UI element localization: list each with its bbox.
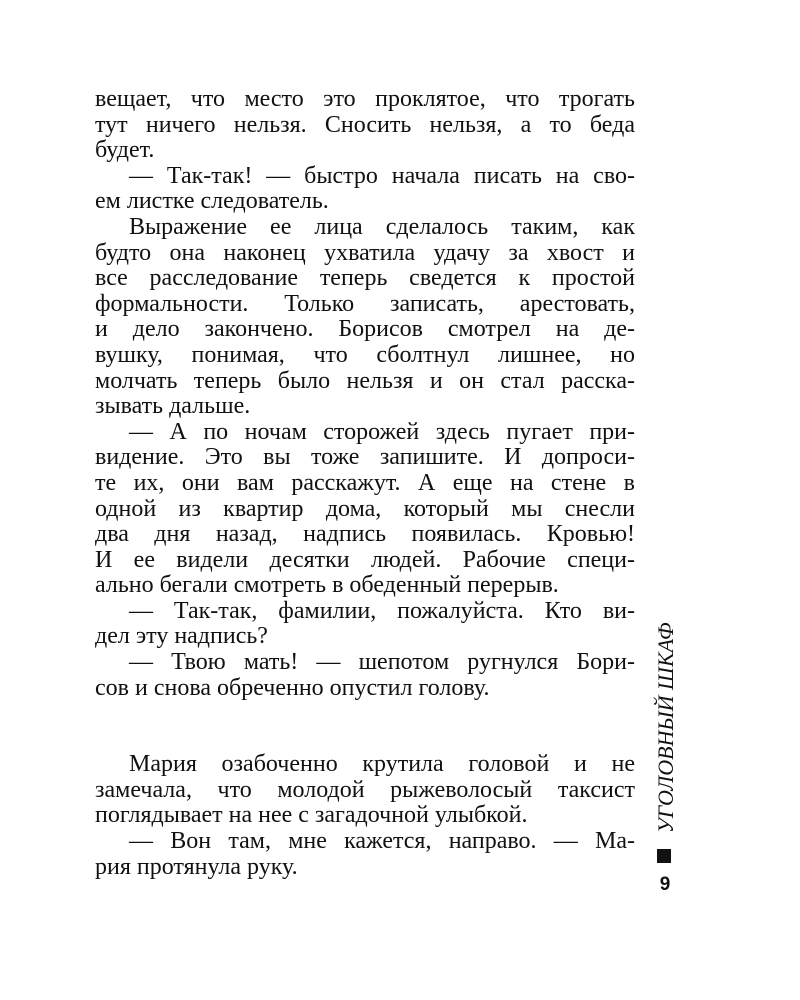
text-line: рия протянула руку. xyxy=(95,853,298,880)
text-line: вещает, что место это проклятое, что трогать xyxy=(95,86,635,112)
text-line: тут ничего нельзя. Сносить нельзя, а то беда xyxy=(95,111,635,138)
text-line: — А по ночам сторожей здесь пугает при- xyxy=(129,418,635,445)
text-line: — Так-так! — быстро начала писать на сво- xyxy=(129,162,635,189)
square-icon xyxy=(657,849,671,863)
text-line: зывать дальше. xyxy=(95,393,251,420)
running-head: УГОЛОВНЫЙ ШКАФ xyxy=(653,622,678,833)
text-line: И ее видели десятки людей. Рабочие специ- xyxy=(95,546,635,573)
text-line: будто она наконец ухватила удачу за хвост и xyxy=(95,239,635,266)
text-line: одной из квартир дома, который мы снесли xyxy=(95,495,635,522)
page-number: 9 xyxy=(659,874,671,895)
text-line: те их, они вам расскажут. А еще на стене в xyxy=(95,469,635,496)
body-text xyxy=(95,87,635,880)
text-line: сов и снова обреченно опустил голову. xyxy=(95,674,490,701)
text-line: поглядывает на нее с загадочной улыбкой. xyxy=(95,802,528,829)
text-line: формальности. Только записать, арестовать, xyxy=(95,290,635,317)
text-line: — Так-так, фамилии, пожалуйста. Кто ви- xyxy=(129,597,635,624)
text-line: — Твою мать! — шепотом ругнулся Бори- xyxy=(129,649,635,676)
text-line: Выражение ее лица сделалось таким, как xyxy=(129,213,635,240)
section-break xyxy=(95,701,635,752)
text-line: замечала, что молодой рыжеволосый таксист xyxy=(95,776,635,803)
text-line: ально бегали смотреть в обеденный перерыв. xyxy=(95,572,559,599)
text-line: видение. Это вы тоже запишите. И допроси- xyxy=(95,444,635,471)
text-line: дел эту надпись? xyxy=(95,623,268,650)
text-line: Мария озабоченно крутила головой и не xyxy=(129,751,635,778)
text-line: — Вон там, мне кажется, направо. — Ма- xyxy=(129,828,635,855)
text-line: ем листке следователь. xyxy=(95,188,329,215)
text-line: все расследование теперь сведется к простой xyxy=(95,265,635,292)
text-line: два дня назад, надпись появилась. Кровью! xyxy=(95,521,635,548)
text-line: будет. xyxy=(95,137,155,164)
text-line: вушку, понимая, что сболтнул лишнее, но xyxy=(95,341,635,368)
text-line: молчать теперь было нельзя и он стал расска- xyxy=(95,367,635,394)
text-line: и дело закончено. Борисов смотрел на де- xyxy=(95,316,635,343)
